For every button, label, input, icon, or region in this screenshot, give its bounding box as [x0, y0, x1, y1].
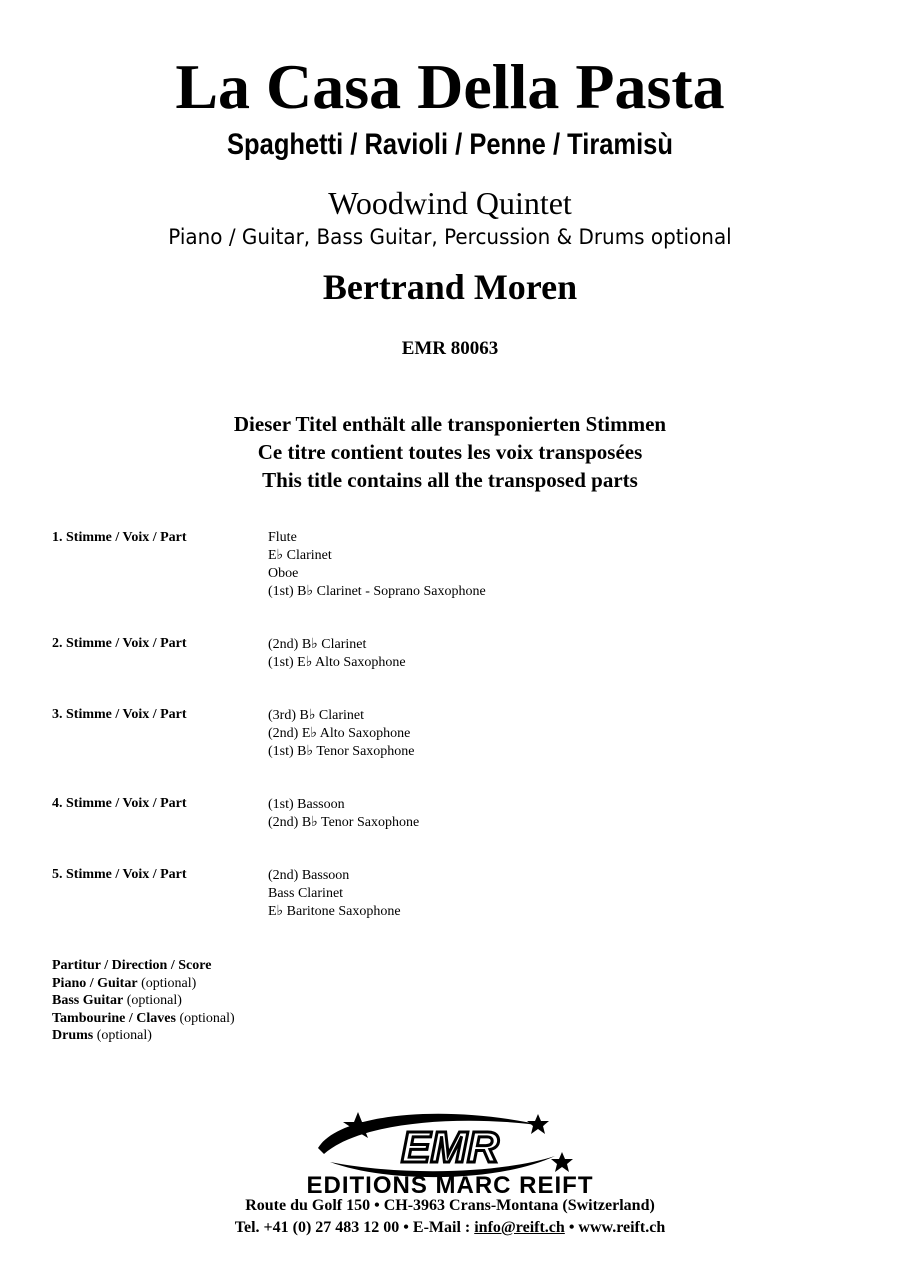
part-instrument-list — [268, 796, 419, 832]
transposed-note-de: Dieser Titel enthält alle transponierten Stimmen — [233, 412, 667, 436]
instrument-name: Oboe — [268, 566, 299, 581]
instrument-name: (2nd) B♭ Clarinet — [268, 637, 367, 652]
score-item-suffix: (optional) — [175, 1010, 235, 1026]
ensemble-label: Woodwind Quintet — [328, 185, 572, 221]
part-label: 1. Stimme / Voix / Part — [52, 530, 187, 545]
score-item-name: Bass Guitar — [52, 993, 124, 1008]
score-item — [52, 992, 235, 1010]
instrument-name: (2nd) Bassoon — [268, 868, 350, 883]
instrument-name: (3rd) B♭ Clarinet — [268, 708, 365, 723]
part-label: 2. Stimme / Voix / Part — [52, 636, 187, 651]
optional-instruments-note: Piano / Guitar, Bass Guitar, Percussion & Drums optional — [168, 225, 732, 249]
score-item-name: Partitur / Direction / Score — [52, 958, 212, 973]
score-item-name: Piano / Guitar — [52, 975, 138, 991]
contact-website: • www.reift.ch — [564, 1219, 666, 1236]
score-item-suffix: (optional) — [93, 1028, 152, 1043]
score-item-name: Drums — [52, 1028, 94, 1043]
catalog-number: EMR 80063 — [401, 338, 499, 359]
instrument-name: (2nd) E♭ Alto Saxophone — [268, 726, 411, 741]
publisher-contact — [0, 1219, 900, 1237]
score-item — [52, 957, 235, 975]
instrument-name: Bass Clarinet — [268, 886, 344, 901]
instrument-name: (1st) E♭ Alto Saxophone — [268, 655, 406, 670]
page-title: La Casa Della Pasta — [175, 51, 725, 122]
instrument-name: (2nd) B♭ Tenor Saxophone — [268, 815, 420, 830]
transposed-note-en: This title contains all the transposed parts — [262, 468, 638, 492]
composer-name: Bertrand Moren — [322, 267, 578, 307]
part-instrument-list — [268, 707, 415, 761]
part-instrument-list — [268, 867, 401, 921]
instrument-name: Flute — [268, 530, 297, 545]
logo-lettering: EMR — [401, 1123, 499, 1172]
contact-phone: Tel. +41 (0) 27 483 12 00 • E-Mail : — [234, 1219, 475, 1236]
score-and-optional-list — [52, 957, 235, 1045]
page-subtitle: Spaghetti / Ravioli / Penne / Tiramisù — [227, 128, 673, 161]
instrument-name: (1st) Bassoon — [268, 797, 345, 812]
part-instrument-list — [268, 636, 406, 672]
instrument-name: E♭ Baritone Saxophone — [268, 904, 401, 919]
score-item-suffix: (optional) — [137, 975, 197, 991]
score-item — [52, 1010, 235, 1028]
publisher-address: Route du Golf 150 • CH-3963 Crans-Montana (Switzerland) — [245, 1197, 655, 1214]
part-label: 4. Stimme / Voix / Part — [52, 796, 187, 811]
transposed-note-fr: Ce titre contient toutes les voix transposées — [257, 440, 643, 464]
score-item-name: Tambourine / Claves — [52, 1010, 176, 1026]
instrument-name: (1st) B♭ Clarinet - Soprano Saxophone — [268, 584, 486, 599]
part-label: 3. Stimme / Voix / Part — [52, 707, 187, 722]
email-link[interactable]: info@reift.ch — [474, 1219, 565, 1236]
part-label: 5. Stimme / Voix / Part — [52, 867, 187, 882]
part-instrument-list — [268, 529, 486, 601]
score-item-suffix: (optional) — [123, 993, 182, 1008]
instrument-name: E♭ Clarinet — [268, 548, 332, 563]
score-item — [52, 975, 235, 993]
score-item — [52, 1027, 235, 1045]
publisher-name: EDITIONS MARC REIFT — [306, 1172, 594, 1199]
instrument-name: (1st) B♭ Tenor Saxophone — [268, 744, 415, 759]
